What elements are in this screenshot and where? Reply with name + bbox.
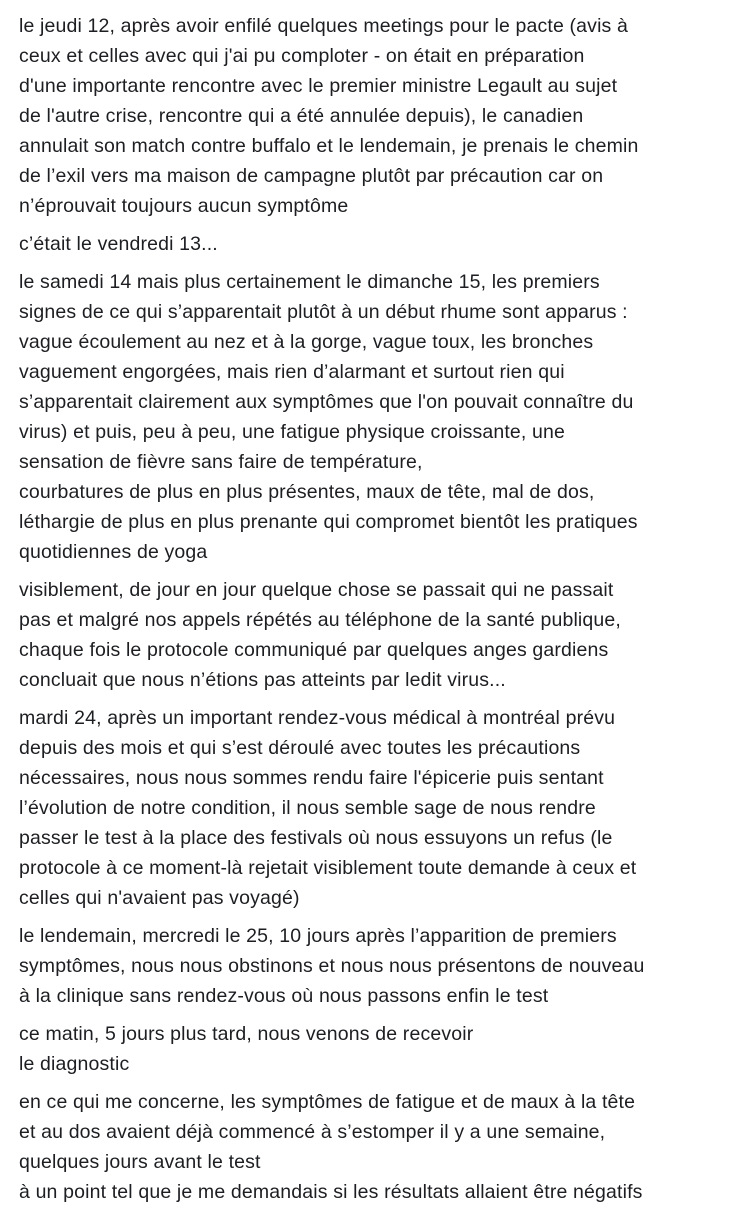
text-line: le diagnostic: [19, 1053, 130, 1075]
text-line: en ce qui me concerne, les symptômes de fatigue et de maux à la tête: [19, 1091, 636, 1113]
text-line: sensation de fièvre sans faire de température,: [19, 451, 423, 473]
text-line: s’apparentait clairement aux symptômes que l'on pouvait connaître du: [19, 391, 634, 413]
text-line: celles qui n'avaient pas voyagé): [19, 887, 300, 909]
text-line: concluait que nous n’étions pas atteints par ledit virus...: [19, 669, 506, 691]
paragraph-symptoms-fading: [19, 1087, 752, 1207]
text-line: le jeudi 12, après avoir enfilé quelques meetings pour le pacte (avis à: [19, 15, 629, 37]
text-line: à la clinique sans rendez-vous où nous passons enfin le test: [19, 985, 549, 1007]
text-line: symptômes, nous nous obstinons et nous nous présentons de nouveau: [19, 955, 645, 977]
text-line: d'une importante rencontre avec le premier ministre Legault au sujet: [19, 75, 618, 97]
text-line: protocole à ce moment-là rejetait visiblement toute demande à ceux et: [19, 857, 637, 879]
text-line: le samedi 14 mais plus certainement le dimanche 15, les premiers: [19, 271, 600, 293]
text-line: ceux et celles avec qui j'ai pu comploter - on était en préparation: [19, 45, 585, 67]
text-line: annulait son match contre buffalo et le lendemain, je prenais le chemin: [19, 135, 639, 157]
text-line: mardi 24, après un important rendez-vous médical à montréal prévu: [19, 707, 616, 729]
paragraph-tuesday-24: [19, 703, 752, 913]
text-line: chaque fois le protocole communiqué par quelques anges gardiens: [19, 639, 609, 661]
text-line: ce matin, 5 jours plus tard, nous venons de recevoir: [19, 1023, 474, 1045]
text-line: l’évolution de notre condition, il nous semble sage de nous rendre: [19, 797, 596, 819]
text-line: passer le test à la place des festivals où nous essuyons un refus (le: [19, 827, 613, 849]
text-line: signes de ce qui s’apparentait plutôt à un début rhume sont apparus :: [19, 301, 628, 323]
text-line: et au dos avaient déjà commencé à s’estomper il y a une semaine,: [19, 1121, 606, 1143]
text-line: vague écoulement au nez et à la gorge, vague toux, les bronches: [19, 331, 594, 353]
text-line: nécessaires, nous nous sommes rendu faire l'épicerie puis sentant: [19, 767, 604, 789]
text-line: de l’exil vers ma maison de campagne plutôt par précaution car on: [19, 165, 604, 187]
text-line: léthargie de plus en plus prenante qui compromet bientôt les pratiques: [19, 511, 638, 533]
text-line: de l'autre crise, rencontre qui a été annulée depuis), le canadien: [19, 105, 584, 127]
paragraph-diagnosis: [19, 1019, 752, 1079]
text-line: quelques jours avant le test: [19, 1151, 261, 1173]
text-line: courbatures de plus en plus présentes, maux de tête, mal de dos,: [19, 481, 595, 503]
text-line: à un point tel que je me demandais si les résultats allaient être négatifs: [19, 1181, 643, 1203]
text-line: depuis des mois et qui s’est déroulé avec toutes les précautions: [19, 737, 581, 759]
paragraph-friday-13: [19, 229, 752, 259]
text-line: n’éprouvait toujours aucun symptôme: [19, 195, 349, 217]
text-line: virus) et puis, peu à peu, une fatigue physique croissante, une: [19, 421, 566, 443]
text-line: vaguement engorgées, mais rien d’alarmant et surtout rien qui: [19, 361, 565, 383]
text-line: le lendemain, mercredi le 25, 10 jours après l’apparition de premiers: [19, 925, 617, 947]
text-line: visiblement, de jour en jour quelque chose se passait qui ne passait: [19, 579, 614, 601]
paragraph-wednesday-25: [19, 921, 752, 1011]
text-line: c’était le vendredi 13...: [19, 233, 218, 255]
text-line: quotidiennes de yoga: [19, 541, 208, 563]
text-line: pas et malgré nos appels répétés au téléphone de la santé publique,: [19, 609, 621, 631]
paragraph-thursday-12: [19, 11, 752, 221]
paragraph-public-health-calls: [19, 575, 752, 695]
paragraph-first-symptoms: [19, 267, 752, 567]
